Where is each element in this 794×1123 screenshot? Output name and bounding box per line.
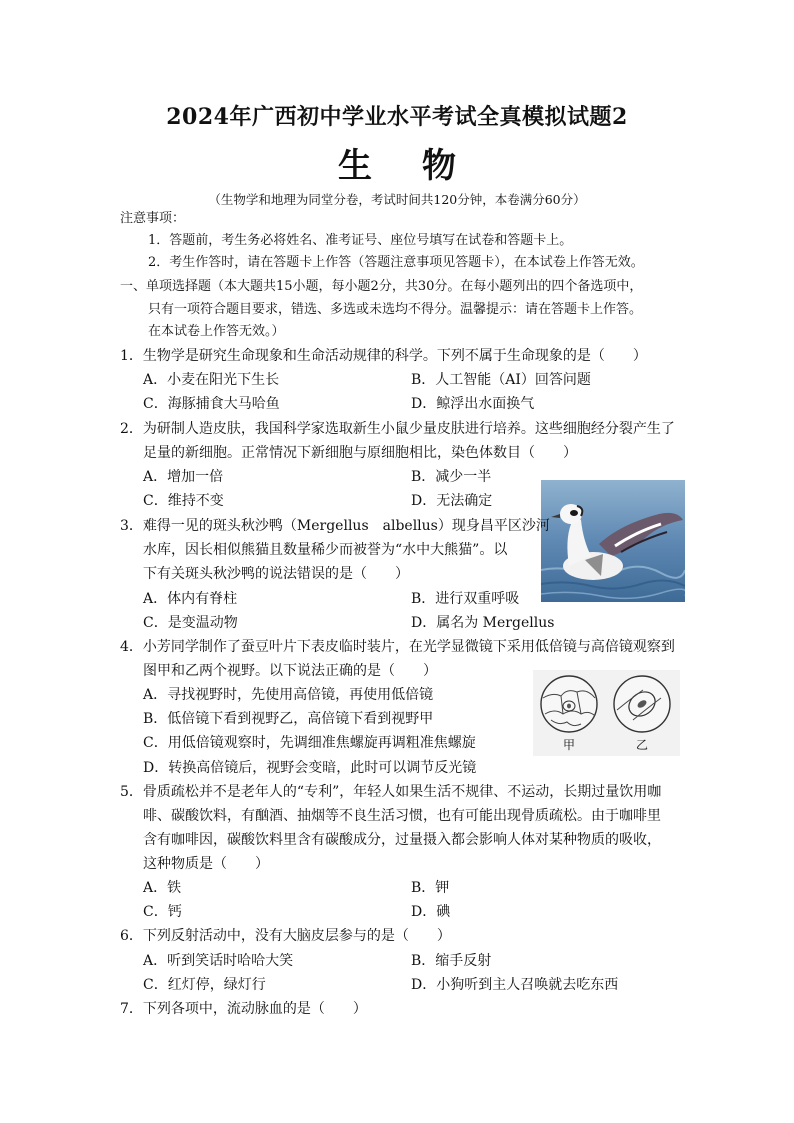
- q6-option-b: B．缩手反射: [411, 953, 492, 969]
- section-line-2: 只有一项符合题目要求，错选、多选或未选均不得分。温馨提示：请在答题卡上作答。: [148, 302, 643, 317]
- q5-stem-2: 啡、碳酸饮料，有酗酒、抽烟等不良生活习惯，也有可能出现骨质疏松。由于咖啡里: [143, 808, 661, 824]
- q1-option-d: D．鲸浮出水面换气: [411, 396, 535, 412]
- fig-label-jia: 甲: [563, 738, 576, 752]
- q4-stem-1: 4．小芳同学制作了蚕豆叶片下表皮临时装片，在光学显微镜下采用低倍镜与高倍镜观察到: [120, 639, 675, 655]
- q6-option-d: D．小狗听到主人召唤就去吃东西: [411, 977, 619, 993]
- q2-stem-2: 足量的新细胞。正常情况下新细胞与原细胞相比，染色体数目（ ）: [143, 445, 577, 461]
- q3-option-d: D．属名为 Mergellus: [411, 615, 555, 631]
- microscope-fields-drawing: [533, 670, 680, 756]
- section-line-3: 在本试卷上作答无效。）: [148, 324, 285, 339]
- notice-item-2: 2．考生作答时，请在答题卡上作答（答题注意事项见答题卡），在本试卷上作答无效。: [148, 255, 644, 270]
- q3-option-b: B．进行双重呼吸: [411, 591, 520, 607]
- notice-heading: 注意事项：: [120, 211, 186, 226]
- q3-option-a: A．体内有脊柱: [143, 591, 238, 607]
- q7-stem: 7．下列各项中，流动脉血的是（ ）: [120, 1001, 367, 1017]
- q2-option-d: D．无法确定: [411, 493, 493, 509]
- exam-info: （生物学和地理为同堂分卷，考试时间共120分钟，本卷满分60分）: [208, 192, 586, 207]
- q4-option-d: D．转换高倍镜后，视野会变暗，此时可以调节反光镜: [143, 760, 477, 776]
- q4-option-c: C．用低倍镜观察时，先调细准焦螺旋再调粗准焦螺旋: [143, 735, 476, 751]
- fig-label-yi: 乙: [636, 738, 649, 752]
- q1-option-c: C．海豚捕食大马哈鱼: [143, 396, 280, 412]
- q5-option-d: D．碘: [411, 904, 451, 920]
- q3-option-c: C．是变温动物: [143, 615, 238, 631]
- q5-stem-1: 5．骨质疏松并不是老年人的“专利”，年轻人如果生活不规律、不运动，长期过量饮用咖: [120, 784, 662, 800]
- q4-option-a: A．寻找视野时，先使用高倍镜，再使用低倍镜: [143, 687, 434, 703]
- q1-option-b: B．人工智能（AI）回答问题: [411, 372, 591, 388]
- q2-option-b: B．减少一半: [411, 469, 492, 485]
- q3-stem-2: 水库，因长相似熊猫且数量稀少而被誉为“水中大熊猫”。以: [143, 542, 508, 558]
- q1-stem: 1．生物学是研究生命现象和生命活动规律的科学。下列不属于生命现象的是（ ）: [120, 348, 647, 364]
- q1-option-a: A．小麦在阳光下生长: [143, 372, 280, 388]
- q6-option-a: A．听到笑话时哈哈大笑: [143, 953, 294, 969]
- q4-stem-2: 图甲和乙两个视野。以下说法正确的是（ ）: [143, 663, 437, 679]
- smew-duck-photo: [541, 480, 685, 602]
- q3-stem-3: 下有关斑头秋沙鸭的说法错误的是（ ）: [143, 566, 409, 582]
- q5-option-b: B．钾: [411, 880, 450, 896]
- q3-stem-1: 3．难得一见的斑头秋沙鸭（Mergellus albellus）现身昌平区沙河: [120, 518, 550, 534]
- q2-option-c: C．维持不变: [143, 493, 224, 509]
- notice-item-1: 1．答题前，考生务必将姓名、准考证号、座位号填写在试卷和答题卡上。: [148, 233, 573, 248]
- q5-stem-4: 这种物质是（ ）: [143, 856, 269, 872]
- q5-option-a: A．铁: [143, 880, 182, 896]
- q4-option-b: B．低倍镜下看到视野乙，高倍镜下看到视野甲: [143, 711, 434, 727]
- section-line-1: 一、单项选择题（本大题共15小题，每小题2分，共30分。在每小题列出的四个备选项中，: [120, 279, 643, 294]
- q5-stem-3: 含有咖啡因，碳酸饮料里含有碳酸成分，过量摄入都会影响人体对某种物质的吸收，: [143, 832, 661, 848]
- q6-option-c: C．红灯停，绿灯行: [143, 977, 266, 993]
- q2-stem-1: 2．为研制人造皮肤，我国科学家选取新生小鼠少量皮肤进行培养。这些细胞经分裂产生了: [120, 421, 675, 437]
- subject-title: 生物: [338, 146, 506, 186]
- q5-option-c: C．钙: [143, 904, 182, 920]
- q6-stem: 6．下列反射活动中，没有大脑皮层参与的是（ ）: [120, 928, 451, 944]
- exam-title: 2024年广西初中学业水平考试全真模拟试题2: [166, 104, 628, 130]
- q2-option-a: A．增加一倍: [143, 469, 224, 485]
- microscope-fields-figure: [533, 670, 680, 756]
